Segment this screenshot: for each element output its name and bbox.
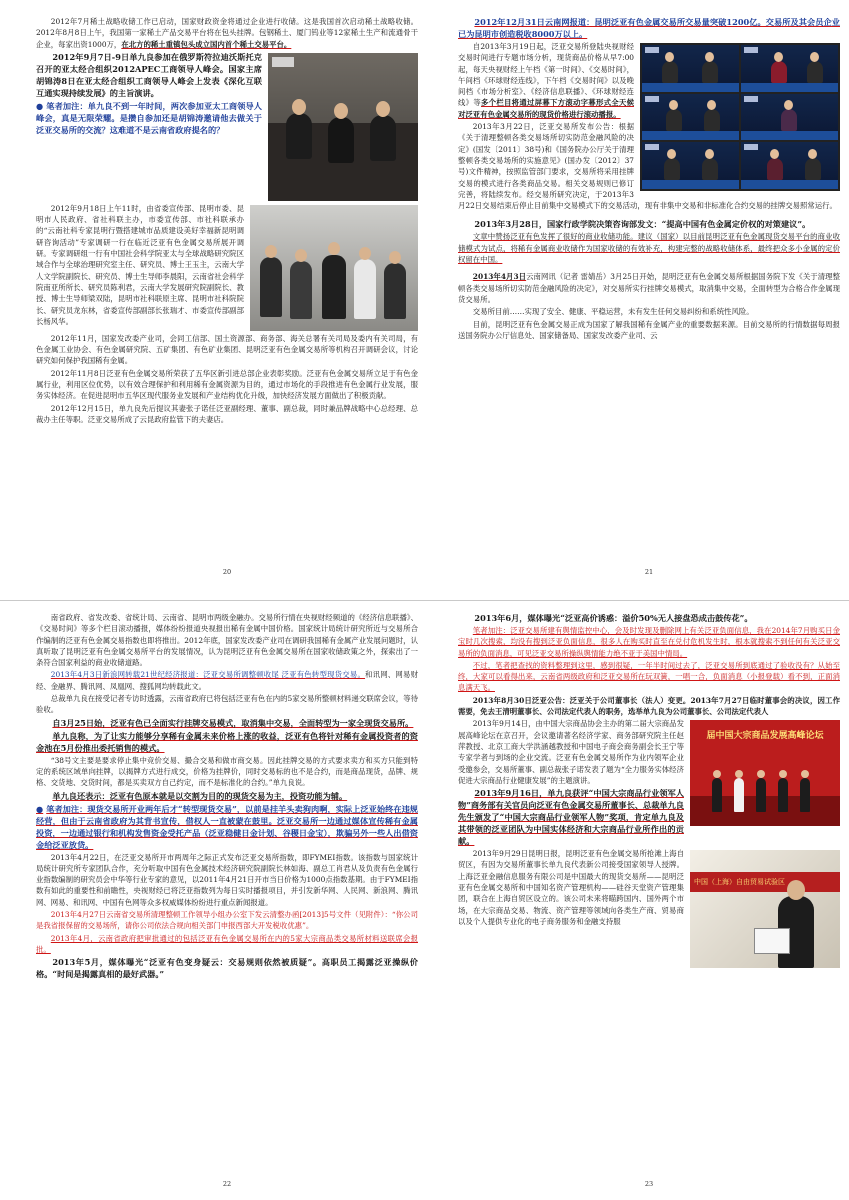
paragraph-apr-27: 2013年4月27日云南省交易所清理整顿工作领导小组办公室下发云清整办函[2013]5号文件（见附件）：“你公司是我省报保留的交易场所，请你公司依法合规向相关部门申报西部大开发税收优惠”。 — [36, 910, 418, 931]
rare-earth-underlined: 在北方的稀土重镇包头成立国内首个稀土交易平台。 — [121, 39, 292, 49]
author-note-spot: ● 笔者加注：现货交易所开业两年后才“转型现货交易”，以前是挂羊头卖狗肉啊，实际上泛亚始终在违规经营，但由于云南省政府为其背书宣传，借权人一直被蒙在鼓里。泛亚交易所一边通过媒体宣传稀有金属投资，一边通过银行和机构发售资金受托产品（泛亚稳健日金计划、谷稷日金宝），欺骗另外一些人出借资金给泛亚放贷。 — [36, 803, 418, 851]
tv-screenshot-6 — [741, 142, 838, 189]
paragraph-quote: “38号文主要是要求停止集中竞价交易、撮合交易和做市商交易。因此挂牌交易的方式要求卖方和买方只能到特定的系统区域单向挂牌，以揭牌方式进行成交，价格为挂牌价，同时交易标的也不是合约，而是商品现货，品牌、规格、交货地、交货时间，都是买卖双方自己约定，而不是标准化的合约。”单九良说。 — [36, 755, 418, 788]
research-group-photo — [250, 205, 418, 331]
tv-screenshots-grid — [640, 43, 840, 191]
author-note-doubt: 不过，笔者把查找的资料整理到这里，感到很疑，一年半时间过去了，泛亚交易所到底通过了验收没有？从始至终，大家可以看得出来，云南省两级政府和泛亚交易所在玩双簧，一唱一合，负面消息（小报登载）看不到，正面消息满天飞。 — [458, 660, 840, 693]
paragraph-apr-22: 2013年4月22日，在泛亚交易所开市两周年之际正式发布泛亚交易所指数，即FYMEI指数。该指数与国家统计局统计研究所专家团队合作，充分听取中国有色金属技术经济研究院副院长林如海、副总工肖君从及负责有色金属行业指数编制的研究员会中华等行业专家的意见，以2011年4月21日开市当日价格为1000点指数基期。由于FYMEI指数有如此的重要性和前瞻性，央视财经已将泛亚指数列为每日实时播报项目，并引发新华网、人民网、新浪网、腾讯网、网易、和讯网、中国有色网等众多权威媒体纷纷进行重点新闻报道。 — [36, 852, 418, 907]
shanghai-plaque-photo — [690, 850, 840, 968]
sina-headline: 2013年4月3日新浪网转载21世纪经济报道：泛亚交易所调整顿收尾 泛亚有色转型现货交易。 — [50, 670, 366, 680]
rare-earth-text: 2012年7月稀土战略收储工作已启动，国家财政资金将通过企业进行收储。这是我国首次启动稀土战略收储。2012年8月8日上午，我国第一家稀土产品交易平台将在包头挂牌。包钢稀土、厦门钨业等12家稀土生产和流通骨干企业，每家出资1000万， — [36, 17, 418, 49]
paragraph-opening: 南省政府、省发改委、省统计局、云南省、昆明市两级金融办。交易所行情在央视财经频道的《经济信息联播》、《交易时间》等多个栏目滚动播报，媒体纷纷报道央视报出稀有金属中国价格。国家统计局统计研究所近与交易所合作编制的泛亚有色金属交易指数也即将推出。2012年底，国家发改委产业司在调研我国稀有金属产业发展问题时，认真听取了昆明泛亚有色金属交易所平台的发展情况，认为昆明泛亚有色金属交易所在国家收储政策之外，探索出了一条符合国家利益的商业收储道路。 — [36, 613, 418, 668]
paragraph-sept-18-visible — [36, 203, 418, 327]
paragraph-mar-22: 2013年3月22日，泛亚交易所发布公告：根据《关于清理整顿各类交易场所切实防范金融风险的决定》(国发〔2011〕38号)和《国务院办公厅关于清理整顿各类交易场所的实施意见》(国办发〔2012〕37号)文件精神，按照监管部门要求，交易所将采用挂牌交易的模式进行各类商品交易。相关交易规则已修订完善，将陆续发布。经交易所研究决定，于2013年3月22日交易结束后停止目前集中交易模式下的交易活动，现有非集中交易和非标准化合约交易的挂牌交易照常运行。 — [458, 122, 837, 211]
paragraph-rare-earth — [36, 16, 418, 50]
paragraph-aug-30: 2013年8月30日泛亚公告：泛亚关于公司董事长（法人）变更。2013年7月27日临时董事会的决议，因工作需要，免去王清明董事长、公司法定代表人的职务，选举单九良为公司董事长、公司法定代表人 — [458, 695, 840, 717]
apr-3-text: 云南网讯（记者 雷婧岳）3月25日开始，昆明泛亚有色金属交易所根据国务院下发《关于清理整顿各类交易场所切实防范金融风险的决定》，对交易所实行挂牌交易模式，取消集中交易，全面转型为合格合作金属现货交易所。 — [458, 272, 840, 304]
paragraph-sina — [36, 669, 418, 692]
paragraph-june-2013: 2013年6月，媒体曝光“泛亚高价诱惑：溢价50%无人接盘恐成击鼓传花”。 — [474, 613, 753, 623]
page-number-23: 23 — [644, 1180, 654, 1188]
paragraph-nov-8: 2012年11月8日泛亚有色金属交易所荣获了五华区新引进总部企业表彰奖励。泛亚有色金属交易所立足于有色金属行业，利用区位优势，以有效合理保护和利用稀有金属资源为目的，通过市场化的手段推进有色金属行业发展，服务实体经济。在促进昆明市五华区现代服务业发展和产业结构优化升级，加快经济发展方面做出了积极贡献。 — [36, 368, 418, 401]
paragraph-nov-2012: 2012年11月，国家发改委产业司，会同工信部、国土资源部、商务部、海关总署有关司局及委内有关司局，有色金属工业协会、有色金属研究院、五矿集团、有色矿业集团、昆明泛亚有色金属交易所等机构召开调研会议，讨论研究如何保护我国稀有金属。 — [36, 333, 418, 366]
paragraph-apr-3 — [458, 271, 840, 305]
paragraph-may-2013: 2013年5月，媒体曝光“泛亚有色变身疑云：交易规则依然被质疑”。高职员工揭露泛亚操纵价格。“时间是揭露真相的最好武器。” — [36, 957, 418, 980]
document-page-21 — [458, 16, 840, 576]
paragraph-apr-3-3: 目前，昆明泛亚有色金属交易正成为国家了解我国稀有金属产业的重要数据来源。目前交易所的行情数据每周报送国务院办公厅信息处、国家储备局、国家发改委产业司、云 — [458, 319, 840, 340]
cctv-underlined: 多个栏目将通过屏幕下方滚动字幕形式全天候对泛亚有色金属交易所的现货价格进行滚动播报。 — [458, 98, 634, 119]
tv-screenshot-1 — [642, 45, 739, 92]
page-divider — [0, 600, 849, 601]
forum-banner: 届中国大宗商品发展高峰论坛 — [706, 731, 824, 742]
paragraph-mar-28-head: 2013年3月28日，国家行政学院决策咨询部发文：“提高中国有色金属定价权的对策建议”。 — [474, 219, 811, 230]
apec-conference-photo — [268, 53, 418, 201]
apr-3-date: 2013年4月3日 — [472, 272, 527, 282]
document-page-23 — [458, 612, 840, 1188]
paragraph-sep-29: 2013年9月29日昆明日报，昆明泛亚有色金属交易所抢滩上海自贸区，有因为交易所董事长单九良代表新公司接受国家领导人授牌。上海泛亚金融信息服务有限公司是中国最大的现货交易所——昆明泛亚有色金属交易所和中国知名资产管理机构——硅谷天堂资产管理集团，联合在上海自贸区设立的。该公司未来将瞄跨国内、国外两个市场，在大宗商品交易、物流、资产管理等领域向各类生产商、贸易商以及个人提供专业化的电子商务服务和金融支持服 — [458, 849, 684, 926]
sina-rest: 和讯网、网易财经、金融界、腾讯网、凤凰网、搜狐网均转载此文。 — [36, 670, 418, 691]
tv-screenshot-2 — [741, 45, 838, 92]
cctv-text: 自2013年3月19日起，泛亚交易所登陆央视财经交易时间进行专题市场分析，现货商品价格从早7:00起，每天央视财经上午档《第一时间》、《交易时间》，午间档《环球财经连线》，下午档《交易时间》以及晚间档《市场分析室》、《经济信息联播》、《环球财经连线》等 — [458, 42, 634, 108]
paragraph-sep-16: 2013年9月16日，单九良获评“中国大宗商品行业领军人物”商务部有关官员向泛亚有色金属交易所董事长、总裁单九良先生颁发了“中国大宗商品行业领军人物”奖项，肯定单九良及其带领的泛亚团队为中国实体经济和大宗商品行业所作出的贡献。 — [458, 788, 684, 847]
document-page-22 — [36, 612, 418, 1188]
page-number-22: 22 — [222, 1180, 232, 1188]
sept-18-text: 2012年9月18日上午11时，由省委宣传部、昆明市委、昆明市人民政府、省社科联主办，市委宣传部、市社科联承办的“云南社科专家昆明行暨搭建城市品质建设美好幸福新昆明调研咨询活动”专家调研一行在临近泛亚有色金属交易所展开调研。专家调研组一行有中国社会科学院亚太与全球战略研究院区域合作与全球治理研究室主任、研究员、博士王玉主，云南大学人文学院副院长、研究员、博士生导师李晨阳，云南省社会科学院南亚所所长、研究员陈利君，云南大学发展研究院副院长、教授、博士生导师梁双陆，昆明市社科联原主席、昆明市社科院院长、研究员龙东林，省委宣传部副部长张瑞才、市委宣传部副部长杨风华。 — [36, 203, 244, 326]
document-page-20 — [36, 16, 418, 576]
tv-screenshot-5 — [642, 142, 739, 189]
paragraph-apr-2013: 2013年4月，云南省政府把审批通过的包括泛亚有色金属交易所在内的5家大宗商品类交易所材料送联席会报批。 — [36, 933, 418, 954]
author-note-sentiment: 笔者加注：泛亚交易所建有舆情监控中心，会及时发现及删除网上有关泛亚负面信息，我在2014年7月购买日金宝时几次搜索，均没有搜到泛亚负面信息，很多人在购买时直至在兑付危机发生时，根本就搜索不到任何有关泛亚交易所的负面消息，可见泛亚交易所操纵舆情能力绝不亚于美国中情局。 — [458, 626, 840, 658]
paragraph-apr-3-2: 交易所目前……实现了安全、健康、平稳运营，未有发生任何交易纠纷和系统性风险。 — [472, 307, 754, 317]
paragraph-chief: 总裁单九良在接受记者专访时透露，云南省政府已将包括泛亚有色在内的5家交易所整顿材料递交联席会议，等待验收。 — [36, 694, 418, 715]
headline-dec-31: 2012年12月31日云南网报道：昆明泛亚有色金属交易所交易量突破1200亿。交易所及其会员企业已为昆明市创造税收8000万以上。 — [458, 17, 840, 39]
tv-screenshot-4 — [741, 94, 838, 141]
page-number-20: 20 — [222, 568, 232, 576]
author-note-apec: ● 笔者加注：单九良不到一年时间，两次参加亚太工商领导人峰会，真是无限荣耀。是攒自参加还是胡锦涛邀请他去做关于泛亚交易所的交流？这难道不是云南省政府提名的？ — [36, 100, 418, 136]
forum-award-photo — [690, 720, 840, 826]
apec-summit-paragraph: 2012年9月7日-9日单九良参加在俄罗斯符拉迪沃斯托克召开的亚太经合组织2012APEC工商领导人峰会。国家主席胡锦涛8日在亚太经合组织工商领导人峰会上发表《深化互联互通实现持续发展》的主旨演讲。 — [36, 51, 262, 98]
paragraph-mar-28-body: 文章中赞扬泛亚有色发挥了很好的商业收储功能。建议（国家）以目前昆明泛亚有色金属现货交易平台的商业收储模式为试点，将稀有金属商业收储作为国家收储的有效补充，构建完整的战略收储体系，最终把众多小金属的定价权留在中国。 — [458, 232, 840, 265]
tv-screenshot-3 — [642, 94, 739, 141]
paragraph-dec-15: 2012年12月15日，单九良先后提议其妻张子诺任泛亚副经理、董事、副总裁，同时兼品牌战略中心总经理、总裁办主任等职。泛亚交易所成了云昆政府监管下的夫妻店。 — [36, 403, 418, 424]
paragraph-truth: 单九良还表示：泛亚有色原本就是以交割为目的的现货交易为主，投资功能为辅。 — [52, 790, 348, 801]
shanghai-banner: 中国（上海）自由贸易试验区 — [694, 878, 785, 887]
paragraph-sep-14: 2013年9月14日，由中国大宗商品协会主办的第二届大宗商品发展高峰论坛在京召开，会议邀请著名经济学家、商务部研究院主任赵萍教授、北京工商大学洪涵越教授和中国电子商会商务副会长王宁等专家学者与到场的企业交流。泛亚有色金属交易所作为业内领军企业受邀参会，交易所董事、副总裁张子诺发表了题为“全力服务实体经济促进大宗商品行业健康发展”的主题演讲。 — [458, 719, 684, 785]
page-number-21: 21 — [644, 568, 654, 576]
paragraph-mar-25: 自3月25日始，泛亚有色已全面实行挂牌交易模式，取消集中交易，全面转型为一家全现货交易所。 — [52, 717, 414, 728]
paragraph-shan-says: 单九良称，为了让实力能够分享稀有金属未来价格上涨的收益，泛亚有色将针对稀有金属投资者的资金池在5月份推出委托销售的模式。 — [36, 730, 418, 753]
